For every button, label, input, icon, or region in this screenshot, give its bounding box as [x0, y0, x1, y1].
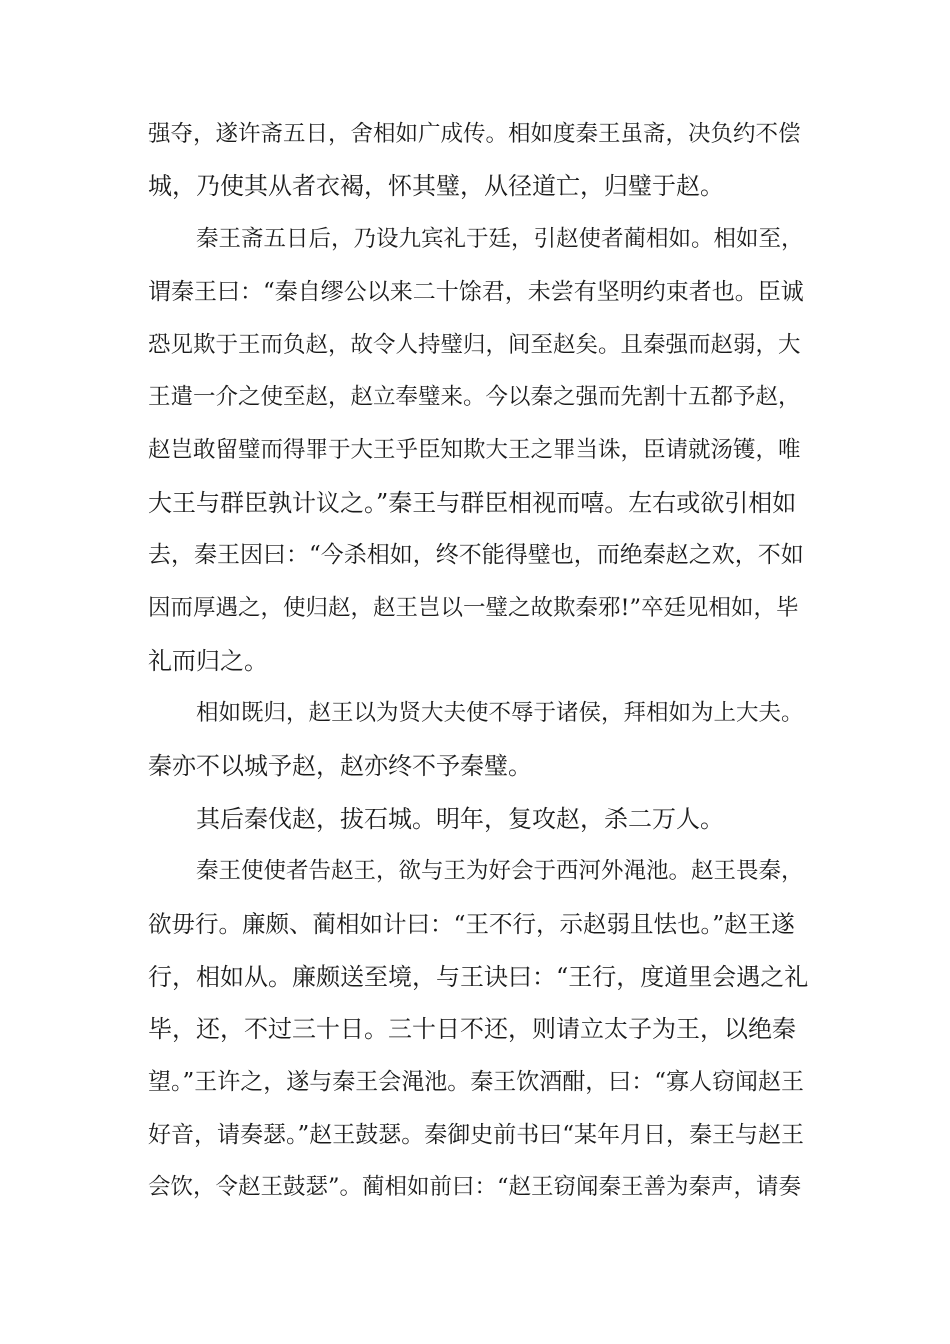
text-line: 大王与群臣孰计议之。”秦王与群臣相视而嘻。左右或欲引相如: [148, 489, 797, 517]
text-line: 毕，还，不过三十日。三十日不还，则请立太子为王，以绝秦: [148, 1015, 796, 1043]
text-line: 因而厚遇之，使归赵，赵王岂以一璧之故欺秦邪!”卒廷见相如，毕: [148, 595, 799, 621]
text-line: 礼而归之。: [148, 647, 268, 675]
text-line: 强夺，遂许斋五日，舍相如广成传。相如度秦王虽斋，决负约不偿: [148, 121, 801, 147]
text-line: 相如既归，赵王以为贤大夫使不辱于诸侯，拜相如为上大夫。: [196, 700, 804, 726]
text-line: 行，相如从。廉颇送至境，与王诀曰：“王行，度道里会遇之礼: [148, 963, 809, 991]
text-line: 赵岂敢留璧而得罪于大王乎臣知欺大王之罪当诛，臣请就汤镬，唯: [148, 437, 801, 463]
text-line: 秦王使使者告赵王，欲与王为好会于西河外渑池。赵王畏秦，: [196, 858, 804, 884]
text-line: 望。”王许之，遂与秦王会渑池。秦王饮酒酣，曰：“寡人窃闻赵王: [148, 1069, 805, 1095]
text-line: 王遣一介之使至赵，赵立奉璧来。今以秦之强而先割十五都予赵，: [148, 384, 801, 410]
text-line: 秦王斋五日后，乃设九宾礼于廷，引赵使者蔺相如。相如至，: [196, 226, 804, 252]
text-line: 恐见欺于王而负赵，故令人持璧归，间至赵矣。且秦强而赵弱，大: [148, 332, 801, 358]
text-line: 其后秦伐赵，拔石城。明年，复攻赵，杀二万人。: [196, 805, 724, 833]
text-line: 城，乃使其从者衣褐，怀其璧，从径道亡，归璧于赵。: [148, 172, 724, 200]
text-line: 会饮，令赵王鼓瑟”。蔺相如前曰：“赵王窃闻秦王善为秦声，请奏: [148, 1174, 802, 1200]
text-line: 欲毋行。廉颇、蔺相如计曰：“王不行，示赵弱且怯也。”赵王遂: [148, 910, 795, 938]
text-line: 谓秦王曰：“秦自缪公以来二十馀君，未尝有坚明约束者也。臣诚: [148, 279, 804, 305]
text-line: 秦亦不以城予赵，赵亦终不予秦璧。: [148, 752, 532, 780]
text-line: 好音，请奏瑟。”赵王鼓瑟。秦御史前书曰“某年月日，秦王与赵王: [148, 1122, 805, 1148]
text-line: 去，秦王因曰：“今杀相如，终不能得璧也，而绝秦赵之欢，不如: [148, 542, 804, 568]
